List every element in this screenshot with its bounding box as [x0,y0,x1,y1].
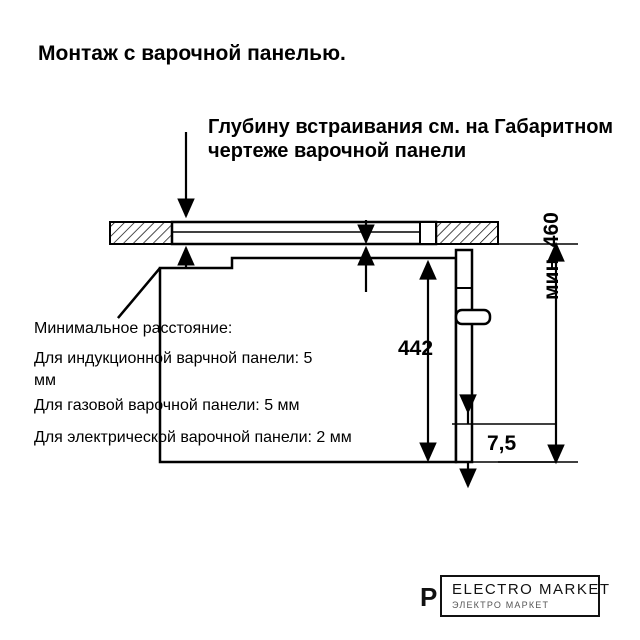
dimension-label-442: 442 [398,337,434,360]
annotation-depth-note: Глубину встраивания см. на Габаритном чертеже варочной панели [208,116,614,163]
dimension-label-7-5: 7,5 [487,432,517,455]
countertop-right [436,222,498,244]
dimension-min-460 [498,244,578,462]
logo-mark: P [420,582,438,612]
dimension-label-min-460: мин. 460 [540,212,563,300]
annotation-min-electric: Для электрической варочной панели: 2 мм [34,429,352,446]
hob-outline [172,222,436,244]
annotation-min-distance-title: Минимальное расстояние: [34,320,233,337]
dimension-442 [410,262,452,462]
annotation-min-gas: Для газовой варочной панели: 5 мм [34,397,300,414]
logo-name: ELECTRO MARKET [452,581,611,598]
logo-tagline: ЭЛЕКТРО МАРКЕТ [452,600,550,610]
countertop-left [110,222,172,244]
page-title: Монтаж с варочной панелью. [38,42,346,65]
annotation-min-induction: Для индукционной варчной панели: 5 мм [34,350,313,389]
